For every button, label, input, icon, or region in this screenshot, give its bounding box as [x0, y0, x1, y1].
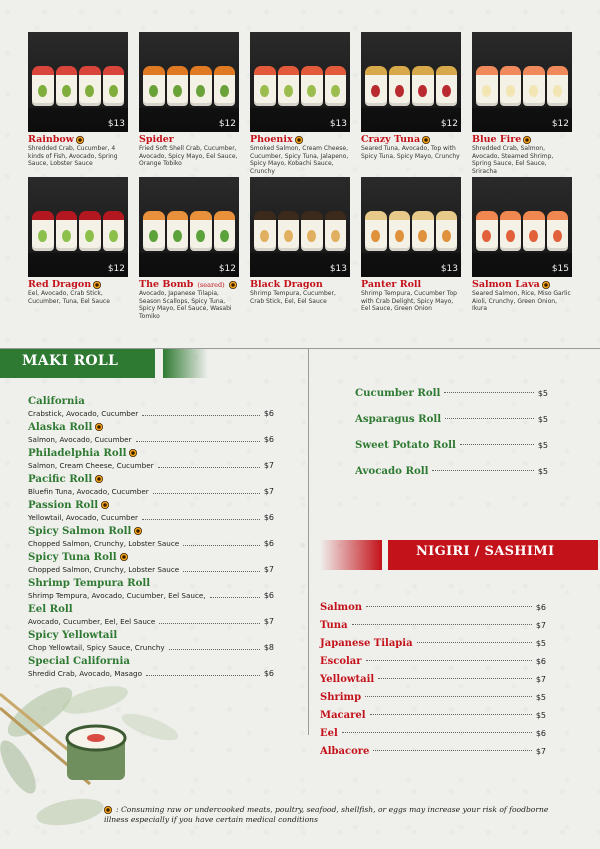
roll-piece	[254, 66, 276, 106]
roll-pieces	[32, 211, 124, 251]
item-detail-line	[28, 537, 274, 548]
item-name-text: California	[28, 394, 85, 407]
maki-menu-item	[28, 602, 274, 628]
item-price: $5	[535, 692, 546, 702]
maki-roll-list	[28, 394, 274, 680]
roll-piece	[325, 211, 347, 251]
item-price: $6	[263, 409, 274, 418]
raw-advisory-icon	[104, 806, 112, 814]
item-name: Macarel	[320, 709, 366, 721]
raw-advisory-icon	[76, 136, 84, 144]
item-name: Asparagus Roll	[355, 413, 442, 425]
item-name-text: Shrimp Tempura Roll	[28, 576, 151, 589]
side-menu-item	[355, 406, 548, 432]
roll-pieces	[476, 211, 568, 251]
menu-card	[250, 177, 350, 312]
roll-piece	[143, 66, 165, 106]
roll-name: Rainbow	[28, 134, 74, 145]
item-description: Crabstick, Avocado, Cucumber	[28, 409, 139, 418]
menu-card	[28, 177, 128, 312]
maki-roll-header	[0, 349, 155, 378]
roll-piece	[56, 211, 78, 251]
item-description: Shrimp Tempura, Avocado, Cucumber, Eel Sauce,	[28, 591, 206, 600]
item-price: $7	[263, 617, 274, 626]
item-name: Japanese Tilapia	[320, 638, 413, 650]
side-menu-item	[355, 380, 548, 406]
roll-piece	[500, 66, 522, 106]
roll-name: Red Dragon	[28, 279, 92, 290]
item-name: Avocado Roll	[355, 465, 429, 477]
item-description: Salmon, Avocado, Cucumber	[28, 435, 132, 444]
item-detail-line	[28, 563, 274, 574]
nigiri-sashimi-list	[320, 599, 546, 760]
leaf-shape	[34, 794, 105, 829]
footnote-text: : Consuming raw or undercooked meats, poultry, seafood, shellfish, or eggs may increase your risk of foodborne illness especially if you have certain medical conditions	[104, 805, 549, 824]
item-detail-line	[28, 641, 274, 652]
roll-piece	[143, 211, 165, 251]
item-price: $6	[263, 513, 274, 522]
roll-photo	[472, 177, 572, 277]
nigiri-menu-item	[320, 706, 546, 724]
dot-leader	[352, 624, 532, 625]
dot-leader	[366, 660, 532, 661]
nigiri-menu-item	[320, 653, 546, 671]
item-price: $6	[535, 728, 546, 738]
roll-description: Shredded Crab, Cucumber, 4 kinds of Fish, Avocado, Spring Sauce, Lobster Sauce	[28, 145, 118, 168]
item-detail-line	[28, 459, 274, 470]
nigiri-menu-item	[320, 635, 546, 653]
roll-piece	[547, 211, 569, 251]
card-title	[250, 134, 350, 145]
roll-description: Avocado, Japanese Tilapia, Season Scallops, Spicy Tuna, Spicy Mayo, Eel Sauce, Wasabi Tomiko	[139, 290, 232, 320]
roll-piece	[167, 66, 189, 106]
leaf-shape	[0, 736, 43, 799]
item-price: $7	[535, 746, 546, 756]
dot-leader	[378, 678, 532, 679]
item-detail-line	[28, 615, 274, 626]
roll-description: Shredded Crab, Salmon, Avocado, Steamed Shrimp, Spring Sauce, Eel Sauce, Sriracha	[472, 145, 554, 175]
roll-photo	[139, 177, 239, 277]
item-name	[28, 602, 274, 615]
roll-name: Crazy Tuna	[361, 134, 421, 145]
item-price: $5	[537, 466, 548, 476]
dot-leader	[142, 519, 260, 520]
menu-card	[250, 32, 350, 175]
roll-piece	[325, 66, 347, 106]
roll-piece	[476, 66, 498, 106]
roll-piece	[190, 66, 212, 106]
dot-leader	[417, 642, 532, 643]
item-price: $7	[263, 565, 274, 574]
roll-description: Seared Tuna, Avocado, Top with Spicy Tuna, Spicy Mayo, Crunchy	[361, 145, 460, 160]
maki-menu-item	[28, 498, 274, 524]
roll-photo	[250, 177, 350, 277]
maki-menu-item	[28, 446, 274, 472]
roll-piece	[79, 211, 101, 251]
menu-card	[361, 32, 461, 167]
dot-leader	[153, 493, 260, 494]
item-price: $5	[537, 414, 548, 424]
item-name: Shrimp	[320, 691, 362, 703]
roll-piece	[103, 66, 125, 106]
dot-leader	[183, 545, 260, 546]
roll-name: The Bomb	[139, 279, 194, 290]
item-price: $6	[263, 591, 274, 600]
card-title	[472, 134, 572, 145]
item-name	[28, 394, 274, 407]
card-title	[28, 279, 128, 290]
nigiri-header-fade	[320, 540, 382, 570]
maki-menu-item	[28, 576, 274, 602]
item-price: $6	[535, 603, 546, 613]
raw-advisory-icon	[93, 281, 101, 289]
dot-leader	[445, 418, 534, 419]
item-name: Escolar	[320, 656, 362, 668]
item-name-text: Pacific Roll	[28, 472, 93, 485]
item-detail-line	[28, 511, 274, 522]
card-title	[361, 134, 461, 145]
item-description: Avocado, Cucumber, Eel, Eel Sauce	[28, 617, 156, 626]
card-title	[361, 279, 461, 290]
roll-photo	[361, 32, 461, 132]
roll-piece	[500, 211, 522, 251]
item-name	[28, 524, 274, 537]
item-name: Tuna	[320, 620, 348, 632]
menu-card	[139, 177, 239, 320]
raw-advisory-icon	[134, 527, 142, 535]
item-description: Salmon, Cream Cheese, Cucumber	[28, 461, 154, 470]
dot-leader	[159, 623, 260, 624]
item-price: $8	[263, 643, 274, 652]
item-price: $5	[535, 710, 546, 720]
item-name	[28, 498, 274, 511]
card-title	[139, 134, 239, 145]
item-name	[28, 576, 274, 589]
raw-advisory-icon	[422, 136, 430, 144]
roll-name: Panter Roll	[361, 279, 422, 290]
roll-piece	[389, 66, 411, 106]
item-name-text: Passion Roll	[28, 498, 99, 511]
roll-piece	[278, 66, 300, 106]
roll-description: Smoked Salmon, Cream Cheese, Cucumber, Spicy Tuna, Jalapeno, Spicy Mayo, Kobachi Sauce, Crunchy	[250, 145, 349, 175]
item-price: $6	[535, 657, 546, 667]
item-detail-line	[28, 589, 274, 600]
maki-header-fade	[163, 349, 208, 378]
roll-piece	[56, 66, 78, 106]
roll-description: Shrimp Tempura, Cucumber Top with Crab Delight, Spicy Mayo, Eel Sauce, Green Onion	[361, 290, 457, 313]
roll-photo	[28, 177, 128, 277]
nigiri-menu-item	[320, 599, 546, 617]
item-price: $6	[263, 539, 274, 548]
item-description: Shredid Crab, Avocado, Masago	[28, 669, 142, 678]
item-name: Salmon	[320, 602, 363, 614]
roll-pieces	[143, 66, 235, 106]
item-name-text: Spicy Yellowtail	[28, 628, 118, 641]
maki-menu-item	[28, 394, 274, 420]
roll-piece	[301, 211, 323, 251]
card-title	[472, 279, 572, 290]
dot-leader	[142, 415, 260, 416]
leaf-shape	[59, 681, 130, 720]
item-description: Chop Yellowtail, Spicy Sauce, Crunchy	[28, 643, 165, 652]
nigiri-menu-item	[320, 688, 546, 706]
menu-card	[472, 177, 572, 312]
item-price: $5	[535, 639, 546, 649]
maki-menu-item	[28, 524, 274, 550]
roll-piece	[214, 211, 236, 251]
roll-name: Salmon Lava	[472, 279, 540, 290]
dot-leader	[169, 649, 260, 650]
roll-pieces	[254, 66, 346, 106]
dot-leader	[210, 597, 260, 598]
roll-description: Eel, Avocado, Crab Stick, Cucumber, Tuna, Eel Sauce	[28, 290, 110, 305]
section-divider-vertical	[308, 349, 309, 735]
roll-piece	[412, 66, 434, 106]
roll-pieces	[32, 66, 124, 106]
maki-menu-item	[28, 550, 274, 576]
raw-advisory-icon	[95, 475, 103, 483]
maki-roll-title: MAKI ROLL	[22, 353, 119, 369]
roll-piece	[214, 66, 236, 106]
dot-leader	[183, 571, 260, 572]
dot-leader	[342, 732, 532, 733]
item-price: $5	[537, 388, 548, 398]
card-price: $12	[218, 119, 236, 129]
item-name: Sweet Potato Roll	[355, 439, 456, 451]
item-name-text: Spicy Salmon Roll	[28, 524, 132, 537]
item-name-text: Philadelphia Roll	[28, 446, 127, 459]
item-detail-line	[28, 485, 274, 496]
roll-piece	[523, 211, 545, 251]
maki-menu-item	[28, 628, 274, 654]
roll-name: Blue Fire	[472, 134, 522, 145]
raw-advisory-icon	[295, 136, 303, 144]
card-price: $13	[107, 119, 125, 129]
card-price: $13	[329, 264, 347, 274]
card-price: $12	[107, 264, 125, 274]
menu-card	[28, 32, 128, 167]
roll-note: (seared)	[197, 280, 225, 289]
item-name-text: Special California	[28, 654, 130, 667]
nigiri-menu-item	[320, 671, 546, 689]
nigiri-sashimi-title: NIGIRI / SASHIMI	[416, 544, 555, 559]
card-title	[250, 279, 350, 290]
roll-pieces	[254, 211, 346, 251]
roll-piece	[436, 66, 458, 106]
roll-piece	[278, 211, 300, 251]
item-name-text: Eel Roll	[28, 602, 73, 615]
item-price: $7	[535, 675, 546, 684]
maki-menu-item	[28, 472, 274, 498]
item-name: Eel	[320, 727, 338, 739]
vegetable-roll-list	[355, 380, 548, 484]
item-name	[28, 420, 274, 433]
dot-leader	[136, 441, 260, 442]
roll-photo	[361, 177, 461, 277]
raw-advisory-icon	[95, 423, 103, 431]
nigiri-menu-item	[320, 617, 546, 635]
roll-pieces	[365, 211, 457, 251]
dot-leader	[444, 392, 533, 393]
menu-card	[472, 32, 572, 175]
nigiri-menu-item	[320, 724, 546, 742]
maki-menu-item	[28, 420, 274, 446]
roll-piece	[365, 211, 387, 251]
item-name: Yellowtail	[320, 674, 375, 685]
item-price: $6	[263, 435, 274, 444]
roll-piece	[301, 66, 323, 106]
roll-piece	[476, 211, 498, 251]
menu-card	[139, 32, 239, 167]
roll-name: Phoenix	[250, 134, 293, 145]
roll-piece	[254, 211, 276, 251]
card-title	[139, 279, 239, 290]
menu-card	[361, 177, 461, 312]
card-price: $12	[218, 264, 236, 274]
raw-advisory-icon	[229, 281, 237, 289]
roll-piece	[32, 66, 54, 106]
raw-advisory-icon	[542, 281, 550, 289]
dot-leader	[158, 467, 260, 468]
card-price: $12	[551, 119, 569, 129]
raw-advisory-icon	[101, 501, 109, 509]
raw-advisory-icon	[129, 449, 137, 457]
roll-piece	[389, 211, 411, 251]
specialty-roll-grid	[28, 32, 571, 320]
side-menu-item	[355, 458, 548, 484]
item-price: $7	[263, 487, 274, 496]
item-name: Cucumber Roll	[355, 387, 441, 399]
item-detail-line	[28, 433, 274, 444]
card-price: $13	[329, 119, 347, 129]
dot-leader	[365, 696, 532, 697]
sushi-roll-filling	[87, 734, 105, 742]
roll-pieces	[476, 66, 568, 106]
roll-piece	[547, 66, 569, 106]
roll-pieces	[143, 211, 235, 251]
dot-leader	[370, 714, 532, 715]
item-price: $5	[537, 440, 548, 450]
dot-leader	[373, 750, 531, 751]
leaf-shape	[119, 708, 182, 745]
roll-piece	[523, 66, 545, 106]
roll-description: Fried Soft Shell Crab, Cucumber, Avocado, Spicy Mayo, Eel Sauce, Orange Tobiko	[139, 145, 238, 168]
roll-piece	[167, 211, 189, 251]
item-price: $7	[263, 461, 274, 470]
roll-name: Black Dragon	[250, 279, 323, 290]
raw-food-advisory	[104, 805, 574, 825]
item-description: Chopped Salmon, Crunchy, Lobster Sauce	[28, 565, 180, 574]
roll-piece	[365, 66, 387, 106]
roll-description: Shrimp Tempura, Cucumber, Crab Stick, Eel, Eel Sauce	[250, 290, 336, 305]
item-price: $7	[535, 621, 546, 631]
item-name	[28, 654, 274, 667]
roll-photo	[250, 32, 350, 132]
raw-advisory-icon	[120, 553, 128, 561]
raw-advisory-icon	[523, 136, 531, 144]
item-name-text: Alaska Roll	[28, 420, 93, 433]
item-description: Yellowtail, Avocado, Cucumber	[28, 513, 138, 522]
roll-description: Seared Salmon, Rice, Miso Garlic Aioli, Crunchy, Green Onion, Ikura	[472, 290, 571, 313]
roll-photo	[472, 32, 572, 132]
item-price: $6	[263, 669, 274, 678]
nigiri-sashimi-header	[388, 540, 598, 570]
item-name	[28, 628, 274, 641]
roll-piece	[190, 211, 212, 251]
roll-piece	[412, 211, 434, 251]
item-description: Chopped Salmon, Crunchy, Lobster Sauce	[28, 539, 180, 548]
card-price: $12	[440, 119, 458, 129]
item-name-text: Spicy Tuna Roll	[28, 550, 117, 563]
dot-leader	[460, 444, 534, 445]
item-detail-line	[28, 407, 274, 418]
item-name	[28, 472, 274, 485]
card-price: $15	[551, 264, 569, 274]
roll-piece	[79, 66, 101, 106]
roll-piece	[32, 211, 54, 251]
roll-pieces	[365, 66, 457, 106]
card-price: $13	[440, 264, 458, 274]
side-menu-item	[355, 432, 548, 458]
roll-photo	[28, 32, 128, 132]
card-title	[28, 134, 128, 145]
roll-piece	[436, 211, 458, 251]
roll-name: Spider	[139, 134, 174, 145]
item-description: Bluefin Tuna, Avocado, Cucumber	[28, 487, 149, 496]
item-name	[28, 550, 274, 563]
item-name: Albacore	[320, 745, 370, 757]
roll-photo	[139, 32, 239, 132]
roll-piece	[103, 211, 125, 251]
dot-leader	[432, 470, 533, 471]
dot-leader	[366, 606, 532, 607]
nigiri-menu-item	[320, 742, 546, 760]
item-name	[28, 446, 274, 459]
